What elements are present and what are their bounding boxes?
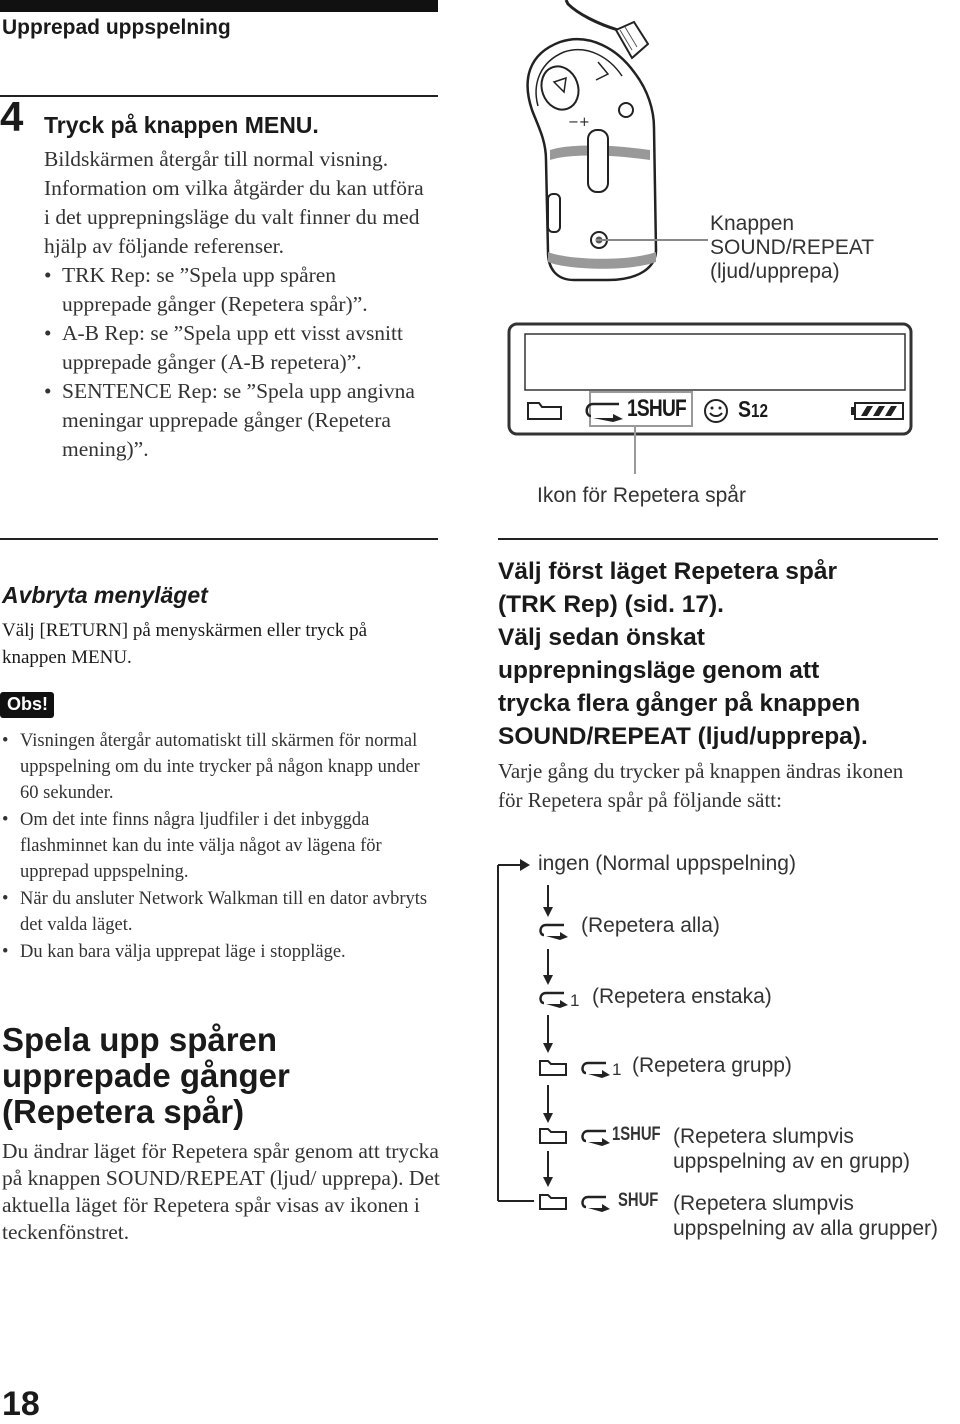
note-text: När du ansluter Network Walkman till en dator avbryts det valda läget. — [20, 889, 428, 935]
mode-label: (Repetera enstaka) — [592, 985, 772, 1008]
reference-text: TRK Rep: se ”Spela upp spåren upprepade gånger (Repetera spår)”. — [62, 263, 368, 316]
label-line: (ljud/upprepa) — [710, 260, 840, 283]
label-line: SOUND/REPEAT — [710, 236, 875, 259]
shuffle-indicator: SHUF — [618, 1190, 659, 1211]
mode-label-line: uppspelning av alla grupper) — [673, 1217, 939, 1240]
instruction-heading — [498, 555, 938, 753]
section-title-line: Spela upp spåren — [2, 1021, 278, 1058]
step-intro: Bildskärmen återgår till normal visning. Information om vilka åtgärder du kan utföra i det upprepningsläge du valt finner du med hjälp av följande referenser. — [44, 147, 424, 258]
folder-icon — [538, 1057, 570, 1077]
label-line: Knappen — [710, 212, 795, 235]
mode-label-line: (Repetera slumpvis — [673, 1125, 854, 1148]
section-title — [2, 1022, 432, 1130]
sound-mode-indicator — [738, 396, 768, 423]
folder-icon — [538, 1125, 570, 1145]
lcd-display — [505, 320, 917, 480]
repeat-icon-label: Ikon för Repetera spår — [537, 484, 746, 507]
sound-mode-letter: S — [738, 396, 752, 422]
section-body: Du ändrar läget för Repetera spår genom att trycka på knappen SOUND/REPEAT (ljud/ upprepa). Det aktuella läget för Repetera spår visas av ikonen i teckenfönstret. — [2, 1139, 440, 1244]
heading-line: (TRK Rep) (sid. 17). — [498, 591, 724, 618]
repeat-one-digit: 1 — [612, 1060, 622, 1079]
note-item: • Om det inte finns några ljudfiler i det inbyggda flashminnet kan du inte välja något av lägena för upprepad uppspelning. — [2, 810, 382, 882]
mode-label: (Repetera grupp) — [632, 1054, 792, 1077]
mode-label — [673, 1124, 910, 1174]
note-item: • Du kan bara välja upprepat läge i stoppläge. — [2, 942, 346, 962]
reference-text: A-B Rep: se ”Spela upp ett visst avsnitt upprepade gånger (A-B repetera)”. — [62, 321, 403, 374]
mode-label-line: (Repetera slumpvis — [673, 1192, 854, 1215]
step-number: 4 — [0, 93, 24, 140]
page-number: 18 — [2, 1385, 40, 1423]
repeat-one-digit: 1 — [570, 991, 580, 1010]
cancel-heading: Avbryta menyläget — [2, 582, 208, 608]
section-title-line: upprepade gånger — [2, 1057, 290, 1094]
step-heading: Tryck på knappen MENU. — [44, 112, 319, 138]
reference-list — [44, 261, 429, 464]
mode-label: (Repetera alla) — [581, 914, 720, 937]
repeat-mode-cycle — [494, 845, 960, 1245]
divider — [0, 538, 438, 540]
repeat-arrow-icon — [583, 396, 627, 422]
note-item: • När du ansluter Network Walkman till en dator avbryts det valda läget. — [2, 889, 428, 935]
heading-line: SOUND/REPEAT (ljud/upprepa). — [498, 723, 868, 750]
mode-label-line: uppspelning av en grupp) — [673, 1150, 911, 1173]
repeat-arrow-icon — [580, 1191, 612, 1213]
heading-line: Välj först läget Repetera spår — [498, 558, 838, 585]
repeat-arrow-icon — [580, 1125, 612, 1147]
note-text: Du kan bara välja upprepat läge i stoppläge. — [20, 942, 346, 962]
reference-item: • SENTENCE Rep: se ”Spela upp angivna meningar upprepade gånger (Repetera mening)”. — [44, 379, 415, 461]
header-rule — [0, 0, 438, 12]
heading-line: upprepningsläge genom att — [498, 657, 820, 684]
folder-icon — [538, 1191, 570, 1211]
shuffle-indicator: 1SHUF — [612, 1124, 661, 1145]
callout-line — [596, 230, 716, 250]
repeat-one-icon — [580, 1057, 612, 1079]
note-item: • Visningen återgår automatiskt till skärmen för normal uppspelning om du inte trycker på någon knapp under 60 sekunder. — [2, 731, 420, 803]
reference-text: SENTENCE Rep: se ”Spela upp angivna meningar upprepade gånger (Repetera mening)”. — [62, 379, 415, 461]
smiley-icon — [703, 398, 729, 424]
heading-line: trycka flera gånger på knappen — [498, 690, 861, 717]
notes-list — [2, 728, 434, 966]
battery-icon — [851, 400, 907, 422]
shuffle-indicator: 1SHUF — [627, 395, 686, 422]
divider — [0, 95, 438, 97]
note-text: Visningen återgår automatiskt till skärmen för normal uppspelning om du inte trycker på någon knapp under 60 sekunder. — [20, 731, 420, 803]
reference-item: • A-B Rep: se ”Spela upp ett visst avsnitt upprepade gånger (A-B repetera)”. — [44, 321, 403, 374]
note-badge: Obs! — [0, 692, 54, 718]
cycle-arrows — [494, 845, 960, 1245]
step-body — [44, 145, 429, 464]
mode-label — [673, 1191, 938, 1241]
section-header — [0, 0, 438, 45]
repeat-one-icon — [538, 987, 570, 1009]
sound-button-label — [710, 212, 874, 284]
cancel-body: Välj [RETURN] på menyskärmen eller tryck på knappen MENU. — [2, 620, 368, 668]
reference-item: • TRK Rep: se ”Spela upp spåren upprepade gånger (Repetera spår)”. — [44, 263, 368, 316]
repeat-arrow-icon — [538, 919, 570, 941]
folder-icon — [525, 398, 565, 422]
mode-label: ingen (Normal uppspelning) — [538, 852, 796, 875]
note-text: Om det inte finns några ljudfiler i det inbyggda flashminnet kan du inte välja något av lägena för upprepad uppspelning. — [20, 810, 382, 882]
instruction-body: Varje gång du trycker på knappen ändras ikonen för Repetera spår på följande sätt: — [498, 759, 904, 812]
svg-text:−+: −+ — [568, 115, 590, 130]
section-title-line: (Repetera spår) — [2, 1093, 245, 1130]
divider — [498, 538, 938, 540]
heading-line: Välj sedan önskat — [498, 624, 705, 651]
section-header-title: Upprepad uppspelning — [2, 16, 231, 39]
sound-mode-number: 12 — [751, 401, 769, 421]
